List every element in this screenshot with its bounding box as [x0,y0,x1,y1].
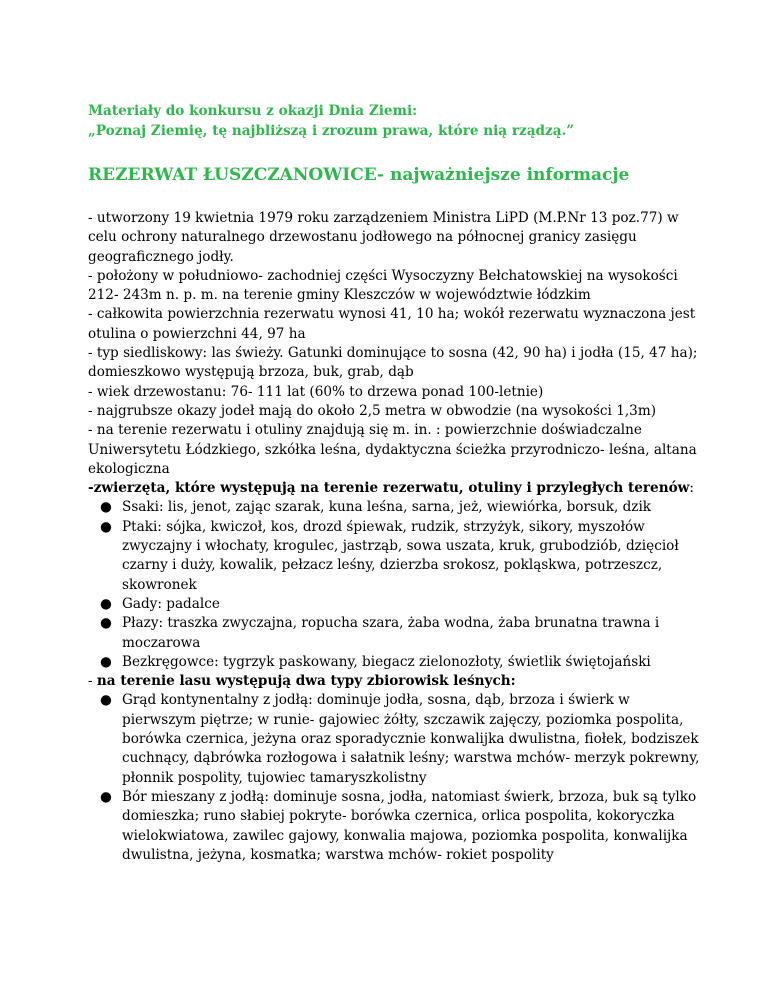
facts-section [88,209,708,479]
contest-header-line-2: „Poznaj Ziemię, tę najbliższą i zrozum prawa, które nią rządzą.” [88,123,575,139]
animals-heading-colon: : [689,480,694,497]
list-item [88,653,708,672]
list-item-text: Grąd kontynentalny z jodłą: dominuje jodła, sosna, dąb, brzoza i świerk w pierwszym piętrze; w runie- gajowiec żółty, szczawik zajęczy, poziomka pospolita, borówka czernica, jeżyna oraz sporadycznie konwalijka dwulistna, fiołek, bodziszek cuchnący, dąbrówka rozłogowa i sałatnik leśny; warstwa mchów- merzyk pokrewny, płonnik pospolity, tujowiec tamaryszkolistny [122,692,700,786]
fact-paragraph: - utworzony 19 kwietnia 1979 roku zarządzeniem Ministra LiPD (M.P.Nr 13 poz.77) w celu ochrony naturalnego drzewostanu jodłowego na północnej granicy zasięgu geograficznego jodły. [88,210,679,265]
bullet-icon: ● [100,595,112,612]
list-item-text: Gady: padalce [122,595,220,612]
animals-heading [88,479,708,498]
bullet-icon: ● [100,692,112,709]
list-item [88,788,708,865]
bullet-icon: ● [100,653,112,670]
animals-list [88,498,708,672]
fact-paragraph: - na terenie rezerwatu i otuliny znajdują się m. in. : powierzchnie doświadczalne Uniwersytetu Łódzkiego, szkółka leśna, dydaktyczna ścieżka przyrodniczo- leśna, altana ekologiczna [88,422,697,477]
list-item-text: Bezkręgowce: tygrzyk paskowany, biegacz zielonozłoty, świetlik świętojański [122,653,651,670]
animals-heading-text: -zwierzęta, które występują na terenie rezerwatu, otuliny i przyległych terenów [88,480,690,497]
list-item-text: Ptaki: sójka, kwiczoł, kos, drozd śpiewak, rudzik, strzyżyk, sikory, myszołów zwyczajny i włochaty, krogulec, jastrząb, sowa uszata, kruk, grubodziób, dzięcioł czarny i duży, kowalik, pełzacz leśny, dzierzba srokosz, pokląskwa, potrzeszcz, skowronek [122,518,679,593]
list-item [88,614,708,653]
bullet-icon: ● [100,499,112,516]
document-title: REZERWAT ŁUSZCZANOWICE- najważniejsze informacje [88,165,630,185]
fact-paragraph: - położony w południowo- zachodniej części Wysoczyzny Bełchatowskiej na wysokości 212- 243m n. p. m. na terenie gminy Kleszczów w województwie łódzkim [88,267,678,304]
bullet-icon: ● [100,788,112,805]
list-item [88,518,708,595]
fact-paragraph: - wiek drzewostanu: 76- 111 lat (60% to drzewa ponad 100-letnie) [88,383,544,400]
forest-list [88,691,708,865]
list-item [88,498,708,517]
bullet-icon: ● [100,615,112,632]
fact-paragraph: - najgrubsze okazy jodeł mają do około 2,5 metra w obwodzie (na wysokości 1,3m) [88,402,657,419]
list-item-text: Ssaki: lis, jenot, zając szarak, kuna leśna, sarna, jeż, wiewiórka, borsuk, dzik [122,499,652,516]
list-item-text: Płazy: traszka zwyczajna, ropucha szara, żaba wodna, żaba brunatna trawna i moczarowa [122,615,660,651]
fact-paragraph: - całkowita powierzchnia rezerwatu wynosi 41, 10 ha; wokół rezerwatu wyznaczona jest otulina o powierzchni 44, 97 ha [88,306,696,342]
contest-header-line-1: Materiały do konkursu z okazji Dnia Ziemi: [88,103,418,119]
fact-paragraph: - typ siedliskowy: las świeży. Gatunki dominujące to sosna (42, 90 ha) i jodła (15, 47 ha); domieszkowo występują brzoza, buk, grab, dąb [88,345,698,381]
list-item [88,595,708,614]
list-item-text: Bór mieszany z jodłą: dominuje sosna, jodła, natomiast świerk, brzoza, buk są tylko domieszka; runo słabiej pokryte- borówka czernica, orlica pospolita, kokoryczka wielokwiatowa, zawilec gajowy, konwalia majowa, poziomka pospolita, konwalijka dwulistna, jeżyna, kosmatka; warstwa mchów- rokiet pospolity [122,788,697,863]
bullet-icon: ● [100,518,112,535]
forest-heading-text: na terenie lasu występują dwa typy zbiorowisk leśnych: [96,673,516,690]
forest-heading [88,672,708,691]
forest-heading-dash: - [88,673,97,690]
list-item [88,691,708,787]
